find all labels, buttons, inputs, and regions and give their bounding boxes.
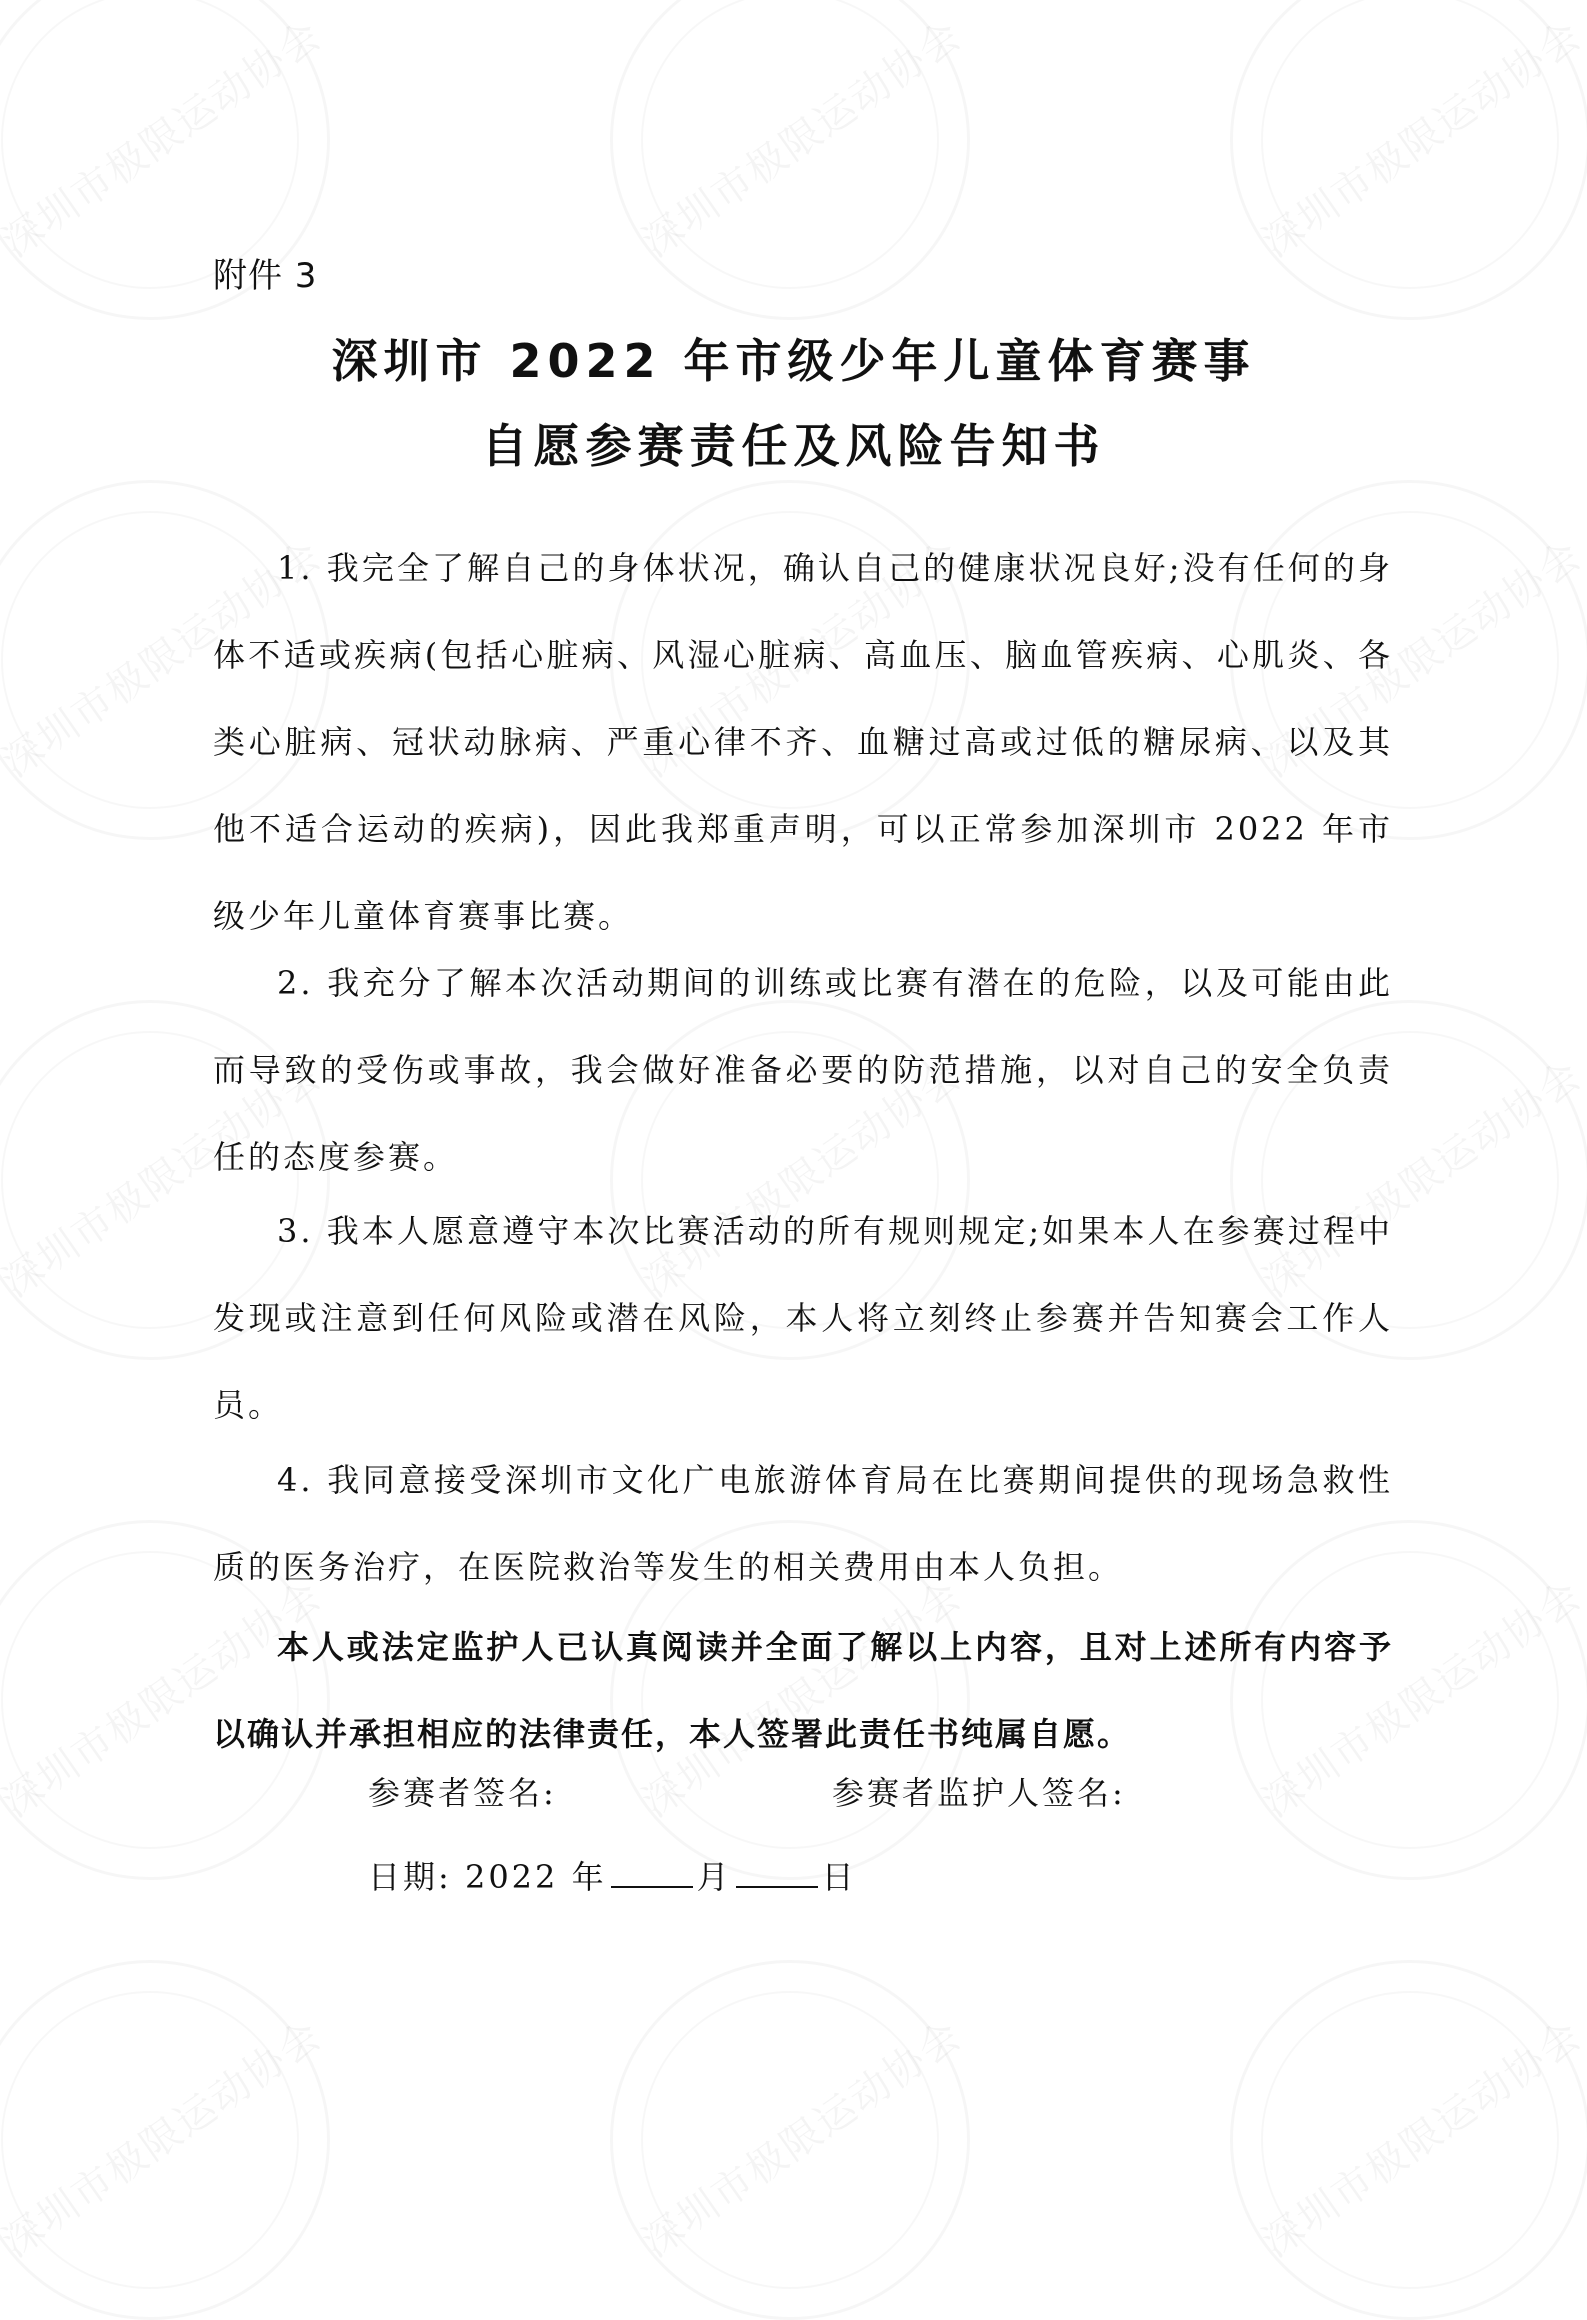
document-title-line1: 深圳市 2022 年市级少年儿童体育赛事 (331, 334, 1256, 388)
day-blank (736, 1856, 818, 1888)
date-prefix: 日期: 2022 年 (368, 1858, 607, 1896)
consent-statement: 本人或法定监护人已认真阅读并全面了解以上内容，且对上述所有内容予以确认并承担相应的法律责任，本人签署此责任书纯属自愿。 (213, 1628, 1393, 1753)
clause-1: 1. 我完全了解自己的身体状况，确认自己的健康状况良好;没有任何的身体不适或疾病(包括心脏病、风湿心脏病、高血压、脑血管疾病、心肌炎、各类心脏病、冠状动脉病、严重心律不齐、血糖过高或过低的糖尿病、以及其他不适合运动的疾病)，因此我郑重声明，可以正常参加深圳市 2022 年市级少年儿童体育赛事比赛。 (213, 549, 1393, 935)
clause-3: 3. 我本人愿意遵守本次比赛活动的所有规则规定;如果本人在参赛过程中发现或注意到任何风险或潜在风险，本人将立刻终止参赛并告知赛会工作人员。 (213, 1212, 1393, 1424)
date-month-label: 月 (696, 1858, 732, 1896)
guardian-signature-field: 参赛者监护人签名: (832, 1774, 1126, 1812)
document-title-line2: 自愿参赛责任及风险告知书 (481, 419, 1106, 473)
participant-signature-field: 参赛者签名: (368, 1774, 557, 1812)
clause-2: 2. 我充分了解本次活动期间的训练或比赛有潜在的危险，以及可能由此而导致的受伤或事故，我会做好准备必要的防范措施，以对自己的安全负责任的态度参赛。 (213, 964, 1393, 1176)
date-day-label: 日 (821, 1858, 857, 1896)
attachment-label: 附件 3 (213, 256, 318, 296)
month-blank (611, 1856, 693, 1888)
date-line (368, 1852, 857, 1898)
clause-4: 4. 我同意接受深圳市文化广电旅游体育局在比赛期间提供的现场急救性质的医务治疗，在医院救治等发生的相关费用由本人负担。 (213, 1461, 1393, 1586)
